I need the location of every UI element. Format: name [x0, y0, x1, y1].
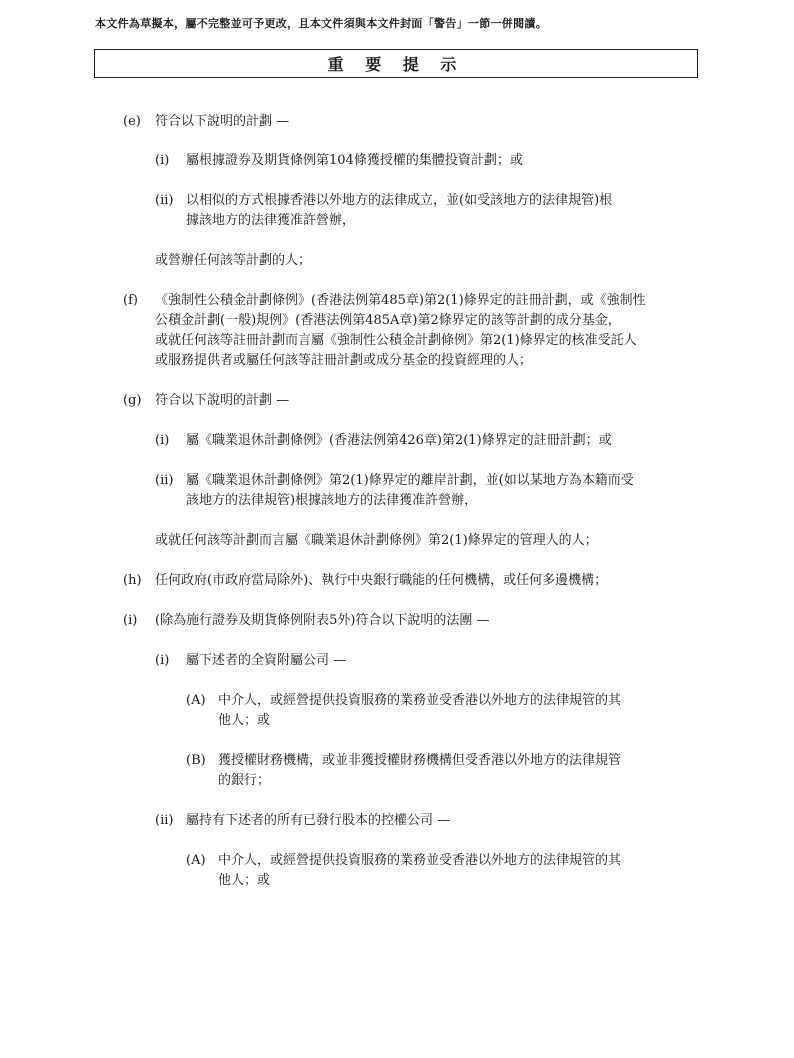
item-g-i-text: 屬《職業退休計劃條例》(香港法例第426章)第2(1)條界定的註冊計劃；或: [186, 433, 612, 448]
item-g-i-label: (i): [155, 433, 170, 448]
item-e-i-label: (i): [155, 153, 170, 168]
item-f-line3: 或就任何該等註冊計劃而言屬《強制性公積金計劃條例》第2(1)條界定的核准受託人: [155, 333, 637, 348]
item-h-text: 任何政府(市政府當局除外)、執行中央銀行職能的任何機構，或任何多邊機構；: [155, 573, 608, 588]
item-i-label: (i): [123, 613, 138, 628]
item-e-ii-line1: 以相似的方式根據香港以外地方的法律成立，並(如受該地方的法律規管)根: [186, 193, 613, 208]
item-e-tail: 或營辦任何該等計劃的人；: [155, 253, 312, 268]
draft-warning-note: 本文件為草擬本，屬不完整並可予更改，且本文件須與本文件封面「警告」一節一併閱讀。: [95, 17, 547, 30]
item-i-ii-label: (ii): [155, 813, 174, 828]
item-f-line1: 《強制性公積金計劃條例》(香港法例第485章)第2(1)條界定的註冊計劃，或《強制性: [155, 293, 646, 308]
item-i-i-A-line2: 他人；或: [218, 713, 271, 728]
item-i-text: (除為施行證券及期貨條例附表5外)符合以下說明的法團 —: [155, 613, 490, 628]
item-i-i-A-line1: 中介人，或經營提供投資服務的業務並受香港以外地方的法律規管的其: [218, 693, 622, 708]
item-i-i-B-line2: 的銀行；: [218, 773, 271, 788]
item-h-label: (h): [123, 573, 142, 588]
item-i-ii-A-line1: 中介人，或經營提供投資服務的業務並受香港以外地方的法律規管的其: [218, 853, 622, 868]
item-e-text: 符合以下說明的計劃 —: [155, 114, 290, 129]
item-g-tail: 或就任何該等計劃而言屬《職業退休計劃條例》第2(1)條界定的管理人的人；: [155, 533, 598, 548]
item-e-ii-line2: 據該地方的法律獲准許營辦，: [186, 213, 356, 228]
item-i-i-A-label: (A): [186, 693, 206, 708]
item-g-ii-line1: 屬《職業退休計劃條例》第2(1)條界定的離岸計劃，並(如以某地方為本籍而受: [186, 473, 634, 488]
item-e-label: (e): [123, 114, 141, 129]
item-i-i-B-line1: 獲授權財務機構，或並非獲授權財務機構但受香港以外地方的法律規管: [218, 753, 622, 768]
item-g-text: 符合以下說明的計劃 —: [155, 393, 290, 408]
item-i-ii-A-line2: 他人；或: [218, 873, 271, 888]
item-i-ii-A-label: (A): [186, 853, 206, 868]
item-e-i-text: 屬根據證券及期貨條例第104條獲授權的集體投資計劃；或: [186, 153, 523, 168]
item-e-ii-label: (ii): [155, 193, 174, 208]
item-g-label: (g): [123, 393, 142, 408]
item-f-line2: 公積金計劃(一般)規例》(香港法例第485A章)第2條界定的該等計劃的成分基金，: [155, 313, 621, 328]
title-box: [94, 49, 698, 78]
item-i-i-text: 屬下述者的全資附屬公司 —: [186, 653, 347, 668]
page-title: 重 要 提 示: [327, 55, 465, 74]
item-g-ii-line2: 該地方的法律規管)根據該地方的法律獲准許營辦，: [186, 493, 478, 508]
item-i-i-label: (i): [155, 653, 170, 668]
item-i-ii-text: 屬持有下述者的所有已發行股本的控權公司 —: [186, 813, 451, 828]
item-f-label: (f): [123, 293, 138, 308]
item-f-line4: 或服務提供者或屬任何該等註冊計劃或成分基金的投資經理的人；: [155, 353, 533, 368]
item-i-i-B-label: (B): [186, 753, 206, 768]
item-g-ii-label: (ii): [155, 473, 174, 488]
